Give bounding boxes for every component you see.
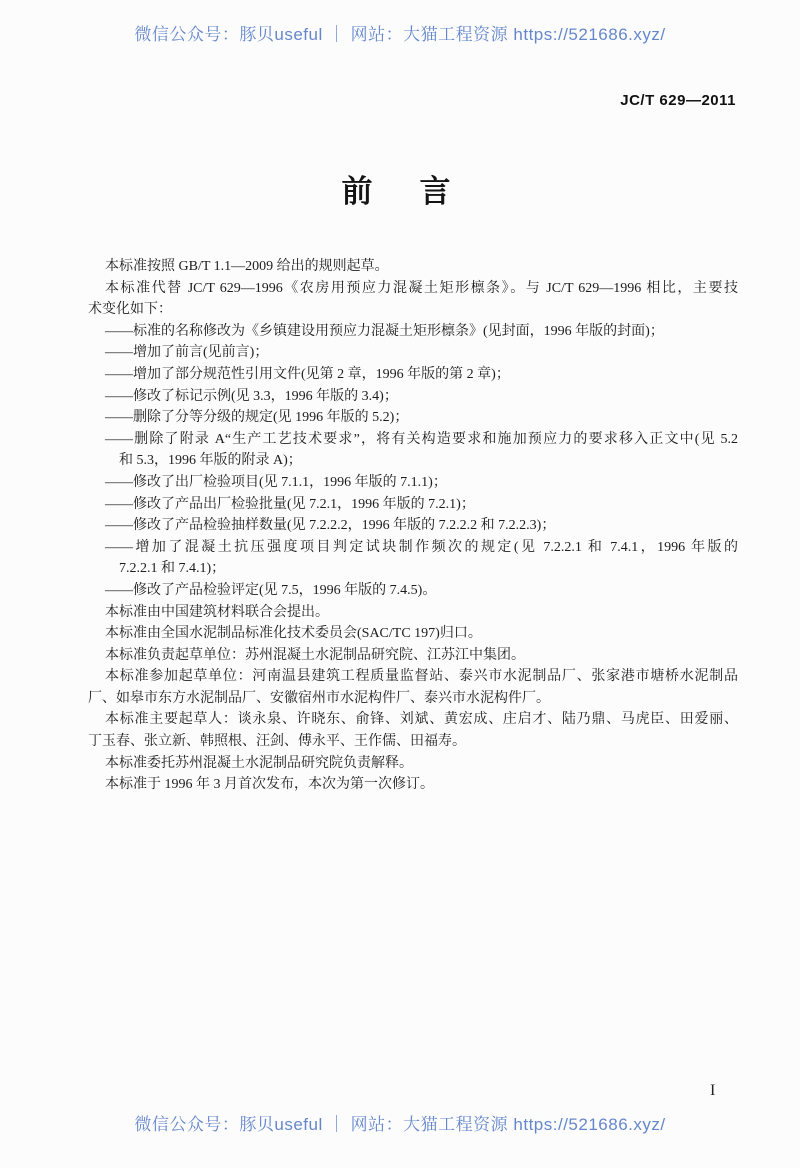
page-title: 前 言 [341,174,459,209]
body-line: 本标准代替 JC/T 629—1996《农房用预应力混凝土矩形檩条》。与 JC/T 629—1996 相比，主要技 [105,280,738,296]
body-line: 厂、如皋市东方水泥制品厂、安徽宿州市水泥构件厂、泰兴市水泥构件厂。 [88,690,550,706]
body-line: 本标准负责起草单位：苏州混凝土水泥制品研究院、江苏江中集团。 [105,647,525,663]
body-line: ——修改了标记示例(见 3.3，1996 年版的 3.4)； [105,388,398,404]
doc-code: JC/T 629—2011 [620,92,736,109]
body-line: 术变化如下： [88,302,172,318]
body-line: 7.2.2.1 和 7.4.1)； [119,561,226,577]
body-line: 丁玉春、张立新、韩照根、汪剑、傅永平、王作儒、田福寿。 [88,734,466,750]
body-line: 和 5.3，1996 年版的附录 A)； [119,453,302,469]
body-line: 本标准由全国水泥制品标准化技术委员会(SAC/TC 197)归口。 [105,626,482,642]
body-line: ——标准的名称修改为《乡镇建设用预应力混凝土矩形檩条》(见封面，1996 年版的封面)； [105,323,664,339]
body-line: ——增加了混凝土抗压强度项目判定试块制作频次的规定(见 7.2.2.1 和 7.4.1，1996 年版的 [105,539,738,555]
body-line: ——修改了出厂检验项目(见 7.1.1，1996 年版的 7.1.1)； [105,474,447,490]
body-line: ——删除了附录 A“生产工艺技术要求”，将有关构造要求和施加预应力的要求移入正文中(见 5.2 [105,431,738,447]
body-line: 本标准参加起草单位：河南温县建筑工程质量监督站、泰兴市水泥制品厂、张家港市塘桥水泥制品 [105,669,738,685]
body-line: 本标准主要起草人：谈永泉、许晓东、俞锋、刘斌、黄宏成、庄启才、陆乃鼎、马虎臣、田爱丽、 [105,712,738,728]
body-line: ——修改了产品检验评定(见 7.5，1996 年版的 7.4.5)。 [105,582,437,598]
watermark-bottom: 微信公众号：豚贝useful ｜ 网站：大猫工程资源 https://521686.xyz/ [134,1115,666,1134]
page-number: I [710,1082,716,1099]
foreword-body [88,256,738,796]
body-line: ——修改了产品出厂检验批量(见 7.2.1，1996 年版的 7.2.1)； [105,496,475,512]
body-line: ——删除了分等分级的规定(见 1996 年版的 5.2)； [105,410,409,426]
body-line: 本标准委托苏州混凝土水泥制品研究院负责解释。 [105,755,413,771]
body-line: 本标准按照 GB/T 1.1—2009 给出的规则起草。 [105,259,389,274]
body-line: ——修改了产品检验抽样数量(见 7.2.2.2，1996 年版的 7.2.2.2 和 7.2.2.3)； [105,518,556,534]
body-line: 本标准由中国建筑材料联合会提出。 [105,604,329,620]
watermark-top: 微信公众号：豚贝useful ｜ 网站：大猫工程资源 https://521686.xyz/ [134,25,666,44]
body-line: 本标准于 1996 年 3 月首次发布，本次为第一次修订。 [105,777,434,793]
body-line: ——增加了前言(见前言)； [105,345,269,361]
body-line: ——增加了部分规范性引用文件(见第 2 章，1996 年版的第 2 章)； [105,366,510,382]
